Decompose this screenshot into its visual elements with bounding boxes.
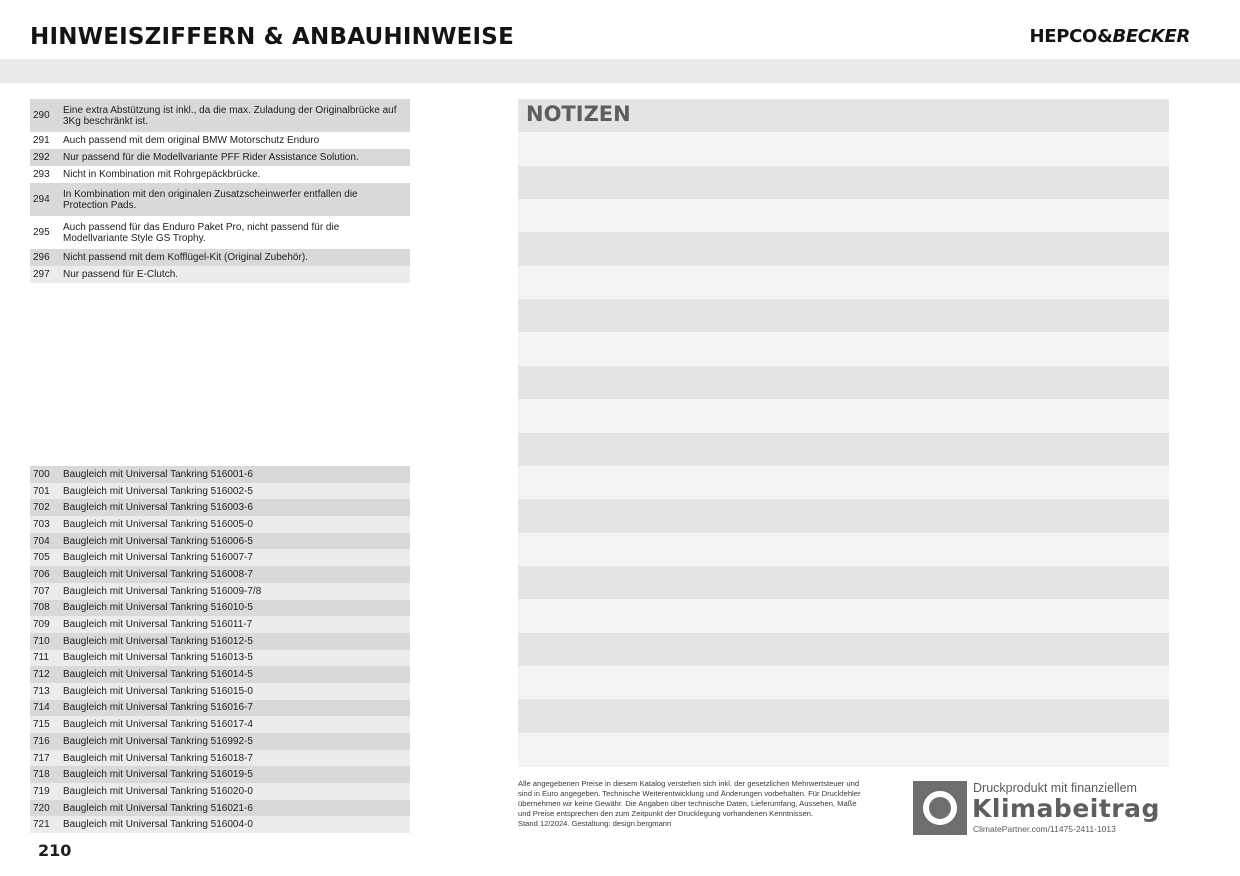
table-row	[30, 533, 410, 550]
note-number: 719	[30, 783, 63, 800]
note-text: Baugleich mit Universal Tankring 516016-7	[63, 700, 410, 717]
notes-line	[518, 633, 1169, 667]
table-row	[30, 800, 410, 817]
note-number: 700	[30, 466, 63, 483]
note-number: 291	[30, 132, 63, 149]
note-text: Baugleich mit Universal Tankring 516992-5	[63, 733, 410, 750]
note-number: 711	[30, 650, 63, 667]
table-row	[30, 483, 410, 500]
notes-line	[518, 499, 1169, 533]
table-row	[30, 616, 410, 633]
note-text: Baugleich mit Universal Tankring 516008-7	[63, 566, 410, 583]
disclaimer-line: und Preise entsprechen den zum Zeitpunkt der Drucklegung vorhandenen Kenntnissen.	[518, 809, 814, 818]
disclaimer-line: Stand 12/2024. Gestaltung: design.bergmann	[518, 819, 672, 828]
notes-line	[518, 132, 1169, 166]
note-text: Nur passend für E-Clutch.	[63, 266, 410, 283]
note-number: 718	[30, 766, 63, 783]
note-number: 295	[30, 216, 63, 249]
note-text: Auch passend für das Enduro Paket Pro, nicht passend für die Modellvariante Style GS Trophy.	[63, 216, 410, 249]
legal-disclaimer	[518, 779, 903, 829]
notes-title: NOTIZEN	[526, 102, 631, 126]
note-text: Nicht in Kombination mit Rohrgepäckbrücke.	[63, 166, 410, 183]
page-number: 210	[38, 841, 72, 860]
climate-partner-logo-icon	[913, 781, 967, 835]
note-text: Baugleich mit Universal Tankring 516009-7/8	[63, 583, 410, 600]
note-number: 710	[30, 633, 63, 650]
table-row	[30, 683, 410, 700]
note-text: Nur passend für die Modellvariante PFF Rider Assistance Solution.	[63, 149, 410, 166]
climate-badge-caption: Druckprodukt mit finanziellem	[973, 781, 1137, 795]
notes-line	[518, 566, 1169, 600]
note-number: 717	[30, 750, 63, 767]
note-text: Baugleich mit Universal Tankring 516002-5	[63, 483, 410, 500]
table-row	[30, 716, 410, 733]
note-number: 706	[30, 566, 63, 583]
table-row	[30, 566, 410, 583]
table-row	[30, 666, 410, 683]
disclaimer-line: übernehmen wir keine Gewähr. Die Angaben über technische Daten, Lieferumfang, Aussehen, Maße	[518, 799, 857, 808]
note-number: 707	[30, 583, 63, 600]
table-row	[30, 650, 410, 667]
brand-ampersand: &	[1097, 26, 1113, 47]
table-row	[30, 516, 410, 533]
note-text: Baugleich mit Universal Tankring 516001-6	[63, 466, 410, 483]
note-text: Baugleich mit Universal Tankring 516019-5	[63, 766, 410, 783]
note-text: Eine extra Abstützung ist inkl., da die max. Zuladung der Originalbrücke auf 3Kg beschränkt ist.	[63, 99, 410, 132]
disclaimer-line: sind in Euro angegeben. Technische Weiterentwicklung und Änderungen vorbehalten. Für Druckfehler	[518, 789, 861, 798]
note-text: Baugleich mit Universal Tankring 516013-5	[63, 650, 410, 667]
table-row	[30, 549, 410, 566]
table-row	[30, 700, 410, 717]
table-row	[30, 99, 410, 132]
table-row	[30, 816, 410, 833]
table-row	[30, 733, 410, 750]
notes-line	[518, 266, 1169, 300]
table-row	[30, 183, 410, 216]
notes-area	[518, 99, 1169, 766]
notes-line	[518, 733, 1169, 767]
notes-line	[518, 366, 1169, 400]
notes-line	[518, 166, 1169, 200]
note-number: 705	[30, 549, 63, 566]
table-row	[30, 600, 410, 617]
note-number: 297	[30, 266, 63, 283]
table-row	[30, 633, 410, 650]
brand-name-part1: HEPCO	[1029, 26, 1098, 47]
note-text: Baugleich mit Universal Tankring 516011-7	[63, 616, 410, 633]
note-number: 709	[30, 616, 63, 633]
notes-line	[518, 433, 1169, 467]
note-number: 721	[30, 816, 63, 833]
notes-table-700-721	[30, 466, 410, 833]
note-number: 292	[30, 149, 63, 166]
brand-name-part2: BECKER	[1112, 26, 1190, 47]
note-text: Baugleich mit Universal Tankring 516014-5	[63, 666, 410, 683]
notes-line	[518, 466, 1169, 500]
note-number: 713	[30, 683, 63, 700]
table-row	[30, 266, 410, 283]
note-number: 712	[30, 666, 63, 683]
table-row	[30, 750, 410, 767]
note-text: Baugleich mit Universal Tankring 516018-7	[63, 750, 410, 767]
disclaimer-line: Alle angegebenen Preise in diesem Katalog verstehen sich inkl. der gesetzlichen Mehrwertsteuer und	[518, 779, 860, 788]
note-number: 715	[30, 716, 63, 733]
note-number: 704	[30, 533, 63, 550]
note-number: 294	[30, 183, 63, 216]
note-text: Baugleich mit Universal Tankring 516006-5	[63, 533, 410, 550]
table-row	[30, 499, 410, 516]
notes-line	[518, 666, 1169, 700]
note-number: 293	[30, 166, 63, 183]
table-row	[30, 783, 410, 800]
climate-badge-url: ClimatePartner.com/11475-2411-1013	[973, 824, 1116, 834]
note-number: 716	[30, 733, 63, 750]
note-text: Baugleich mit Universal Tankring 516007-7	[63, 549, 410, 566]
note-number: 714	[30, 700, 63, 717]
notes-line	[518, 533, 1169, 567]
table-row	[30, 166, 410, 183]
notes-line	[518, 332, 1169, 366]
note-number: 702	[30, 499, 63, 516]
table-row	[30, 466, 410, 483]
header-divider-band	[0, 59, 1240, 83]
page-title: HINWEISZIFFERN & ANBAUHINWEISE	[30, 24, 514, 50]
note-text: Auch passend mit dem original BMW Motorschutz Enduro	[63, 132, 410, 149]
notes-line	[518, 199, 1169, 233]
note-number: 720	[30, 800, 63, 817]
climate-partner-badge	[913, 781, 1169, 835]
notes-line	[518, 232, 1169, 266]
note-text: Nicht passend mit dem Kofflügel-Kit (Original Zubehör).	[63, 249, 410, 266]
note-number: 708	[30, 600, 63, 617]
notes-line	[518, 699, 1169, 733]
note-text: Baugleich mit Universal Tankring 516004-0	[63, 816, 410, 833]
note-text: Baugleich mit Universal Tankring 516021-6	[63, 800, 410, 817]
notes-line	[518, 599, 1169, 633]
note-number: 296	[30, 249, 63, 266]
brand-logo	[1029, 26, 1190, 47]
note-text: Baugleich mit Universal Tankring 516010-5	[63, 600, 410, 617]
table-row	[30, 149, 410, 166]
table-row	[30, 216, 410, 249]
note-text: Baugleich mit Universal Tankring 516003-6	[63, 499, 410, 516]
note-text: Baugleich mit Universal Tankring 516012-5	[63, 633, 410, 650]
note-number: 290	[30, 99, 63, 132]
notes-table-290-297	[30, 99, 410, 283]
note-text: Baugleich mit Universal Tankring 516005-0	[63, 516, 410, 533]
notes-line	[518, 399, 1169, 433]
note-text: In Kombination mit den originalen Zusatzscheinwerfer entfallen die Protection Pads.	[63, 183, 410, 216]
table-row	[30, 766, 410, 783]
note-text: Baugleich mit Universal Tankring 516017-4	[63, 716, 410, 733]
table-row	[30, 249, 410, 266]
note-number: 703	[30, 516, 63, 533]
table-row	[30, 132, 410, 149]
note-text: Baugleich mit Universal Tankring 516015-0	[63, 683, 410, 700]
note-number: 701	[30, 483, 63, 500]
climate-badge-heading: Klimabeitrag	[972, 794, 1160, 823]
notes-line	[518, 299, 1169, 333]
note-text: Baugleich mit Universal Tankring 516020-0	[63, 783, 410, 800]
table-row	[30, 583, 410, 600]
